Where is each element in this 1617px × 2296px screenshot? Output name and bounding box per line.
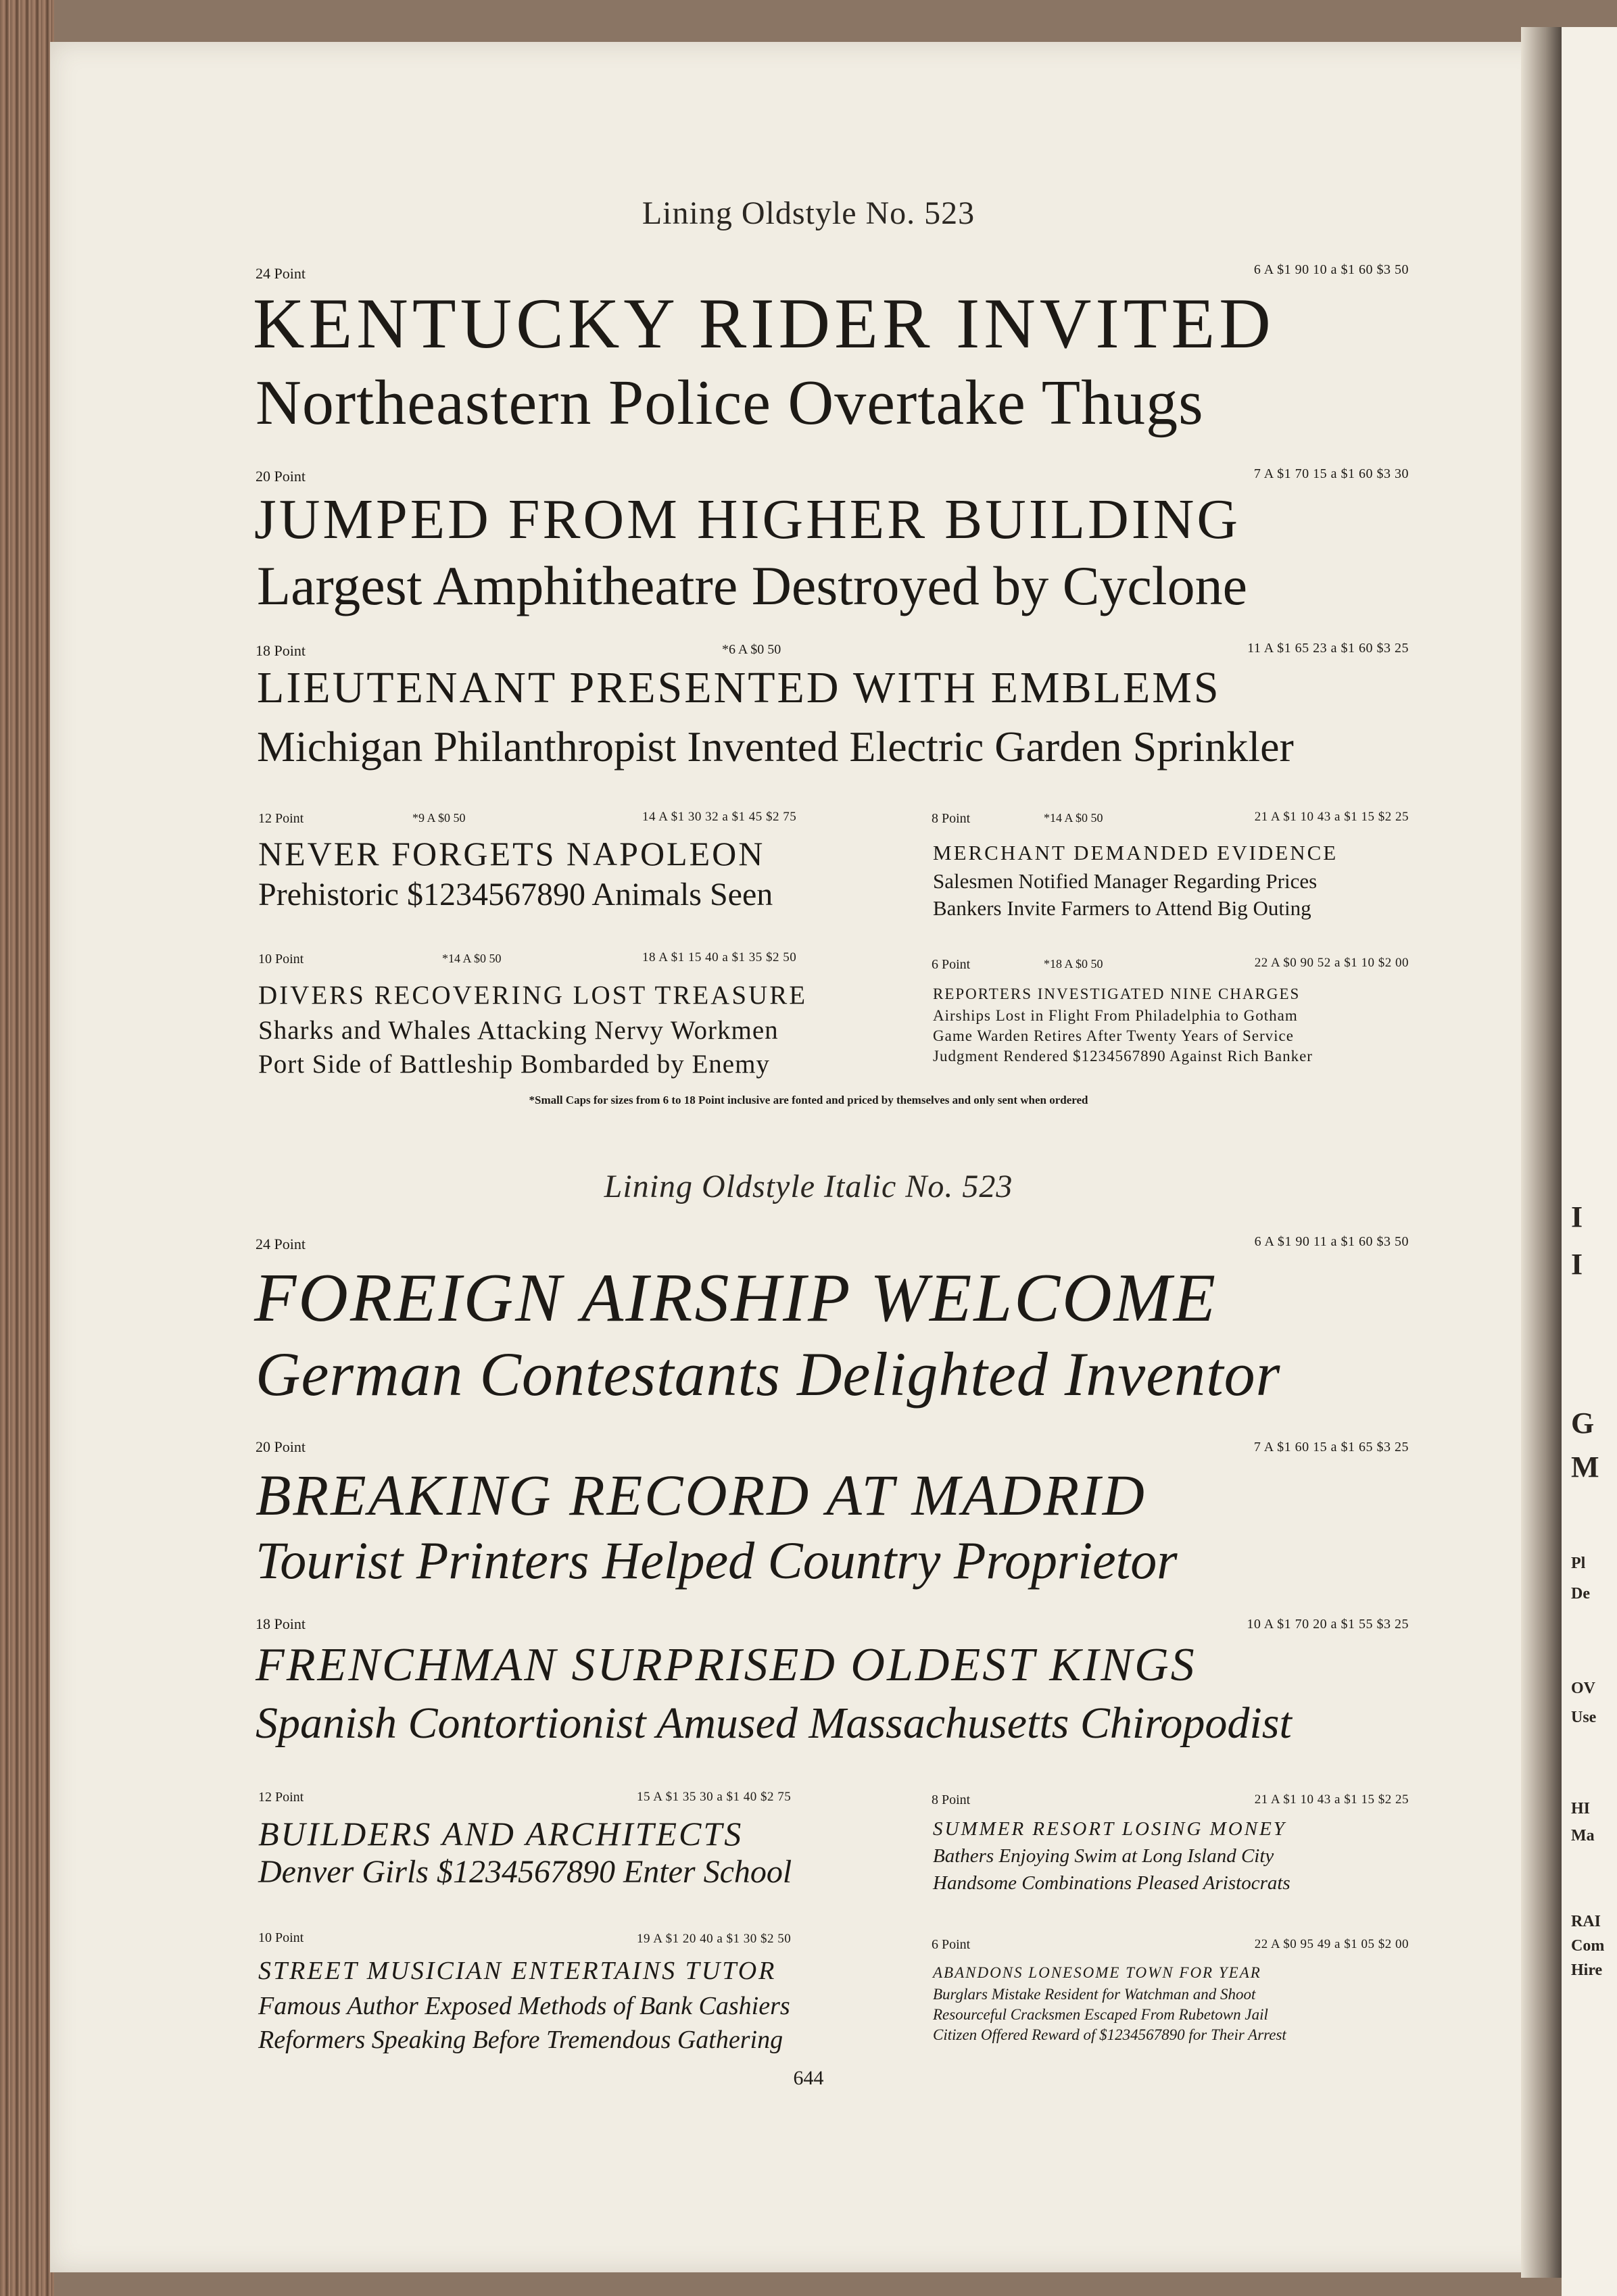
specimen-line: Port Side of Battleship Bombarded by Enemy [258,1050,770,1079]
point-size-label: 24 Point [256,265,306,282]
specimen-line: Famous Author Exposed Methods of Bank Cashiers [258,1992,790,2020]
specimen-line-caps: FOREIGN AIRSHIP WELCOME [254,1260,1218,1336]
adjacent-page-fragment: Use [1571,1709,1597,1726]
price-line: 11 A $1 65 23 a $1 60 $3 25 [1247,641,1409,656]
specimen-line: Sharks and Whales Attacking Nervy Workmen [258,1016,779,1045]
section-title-roman: Lining Oldstyle No. 523 [642,195,975,231]
specimen-line-caps: STREET MUSICIAN ENTERTAINS TUTOR [258,1957,777,1985]
point-size-label: 10 Point [258,952,304,967]
price-line: 22 A $0 95 49 a $1 05 $2 00 [1254,1937,1409,1951]
adjacent-page-fragment: Hire [1571,1961,1603,1979]
small-caps-price: *6 A $0 50 [722,642,781,657]
specimen-line: Michigan Philanthropist Invented Electric Garden Sprinkler [257,723,1294,771]
specimen-line: Bankers Invite Farmers to Attend Big Outing [933,896,1311,920]
specimen-line: Tourist Printers Helped Country Proprietor [256,1531,1178,1590]
small-caps-footnote: *Small Caps for sizes from 6 to 18 Point inclusive are fonted and priced by themselves and only sent when ordered [529,1094,1088,1106]
specimen-line: Citizen Offered Reward of $1234567890 for Their Arrest [933,2026,1286,2043]
specimen-line: Salesmen Notified Manager Regarding Prices [933,869,1318,893]
specimen-line: Reformers Speaking Before Tremendous Gathering [258,2026,783,2054]
adjacent-page-edge [1562,27,1617,2296]
specimen-line: Airships Lost in Flight From Philadelphia to Gotham [933,1007,1298,1024]
point-size-label: 10 Point [258,1930,304,1945]
point-size-label: 24 Point [256,1236,306,1252]
small-caps-price: *14 A $0 50 [1044,811,1103,825]
point-size-label: 20 Point [256,1438,306,1455]
adjacent-page-fragment: G [1571,1407,1595,1440]
specimen-line: Resourceful Cracksmen Escaped From Rubetown Jail [933,2006,1268,2023]
adjacent-page-fragment: Ma [1571,1827,1595,1845]
specimen-line-caps: BUILDERS AND ARCHITECTS [258,1815,744,1853]
point-size-label: 20 Point [256,468,306,485]
adjacent-page-fragment: OV [1571,1680,1595,1697]
price-line: 6 A $1 90 11 a $1 60 $3 50 [1254,1234,1409,1249]
point-size-label: 18 Point [256,642,306,659]
adjacent-page-fragment: HI [1571,1800,1591,1817]
price-line: 21 A $1 10 43 a $1 15 $2 25 [1254,810,1409,824]
specimen-line: Spanish Contortionist Amused Massachusetts Chiropodist [256,1699,1292,1748]
page-gutter [1521,27,1562,2278]
price-line: 7 A $1 70 15 a $1 60 $3 30 [1253,466,1409,481]
adjacent-page-fragment: Pl [1571,1555,1586,1572]
specimen-line-caps: DIVERS RECOVERING LOST TREASURE [258,981,808,1010]
specimen-line: Northeastern Police Overtake Thugs [256,368,1204,438]
page-number: 644 [793,2067,824,2089]
specimen-line: Prehistoric $1234567890 Animals Seen [258,877,773,912]
specimen-line-caps: LIEUTENANT PRESENTED WITH EMBLEMS [257,663,1221,712]
specimen-line: German Contestants Delighted Inventor [256,1340,1281,1409]
price-line: 21 A $1 10 43 a $1 15 $2 25 [1254,1792,1409,1807]
specimen-line-caps: KENTUCKY RIDER INVITED [253,284,1275,363]
point-size-label: 8 Point [932,811,971,826]
adjacent-page-fragment: I [1571,1200,1583,1234]
price-line: 14 A $1 30 32 a $1 45 $2 75 [642,810,797,824]
adjacent-page-fragment: RAI [1571,1913,1601,1930]
specimen-line: Judgment Rendered $1234567890 Against Rich Banker [933,1048,1313,1065]
adjacent-page-fragment: De [1571,1585,1590,1603]
specimen-line-caps: REPORTERS INVESTIGATED NINE CHARGES [933,985,1301,1002]
price-line: 19 A $1 20 40 a $1 30 $2 50 [637,1932,792,1946]
adjacent-page-fragment: I [1571,1248,1583,1281]
point-size-label: 12 Point [258,811,304,826]
specimen-line: Bathers Enjoying Swim at Long Island City [933,1845,1274,1867]
specimen-line-caps: MERCHANT DEMANDED EVIDENCE [933,841,1338,864]
price-line: 18 A $1 15 40 a $1 35 $2 50 [642,950,797,964]
adjacent-page-fragment: Com [1571,1937,1605,1955]
specimen-line: Denver Girls $1234567890 Enter School [258,1854,792,1890]
price-line: 22 A $0 90 52 a $1 10 $2 00 [1254,956,1409,970]
small-caps-price: *9 A $0 50 [412,811,466,825]
point-size-label: 6 Point [932,1937,971,1952]
specimen-line-caps: ABANDONS LONESOME TOWN FOR YEAR [933,1964,1261,1981]
price-line: 10 A $1 70 20 a $1 55 $3 25 [1247,1617,1409,1632]
small-caps-price: *14 A $0 50 [442,952,502,965]
section-title-italic: Lining Oldstyle Italic No. 523 [604,1169,1013,1204]
specimen-line-caps: SUMMER RESORT LOSING MONEY [933,1818,1286,1840]
point-size-label: 6 Point [932,957,971,972]
specimen-line-caps: NEVER FORGETS NAPOLEON [258,835,765,873]
specimen-line: Largest Amphitheatre Destroyed by Cyclone [257,555,1247,616]
point-size-label: 8 Point [932,1792,971,1807]
adjacent-page-fragment: M [1571,1450,1599,1484]
price-line: 15 A $1 35 30 a $1 40 $2 75 [637,1790,792,1804]
specimen-line-caps: JUMPED FROM HIGHER BUILDING [254,488,1241,551]
point-size-label: 18 Point [256,1615,306,1632]
point-size-label: 12 Point [258,1790,304,1805]
specimen-line-caps: FRENCHMAN SURPRISED OLDEST KINGS [256,1639,1197,1691]
specimen-line: Burglars Mistake Resident for Watchman and Shoot [933,1986,1256,2003]
price-line: 7 A $1 60 15 a $1 65 $3 25 [1253,1440,1409,1455]
specimen-line: Game Warden Retires After Twenty Years of Service [933,1027,1294,1044]
price-line: 6 A $1 90 10 a $1 60 $3 50 [1253,262,1409,277]
book-spine-edge [0,0,54,2296]
specimen-line-caps: BREAKING RECORD AT MADRID [256,1463,1147,1528]
small-caps-price: *18 A $0 50 [1044,957,1103,971]
specimen-line: Handsome Combinations Pleased Aristocrats [933,1872,1290,1894]
